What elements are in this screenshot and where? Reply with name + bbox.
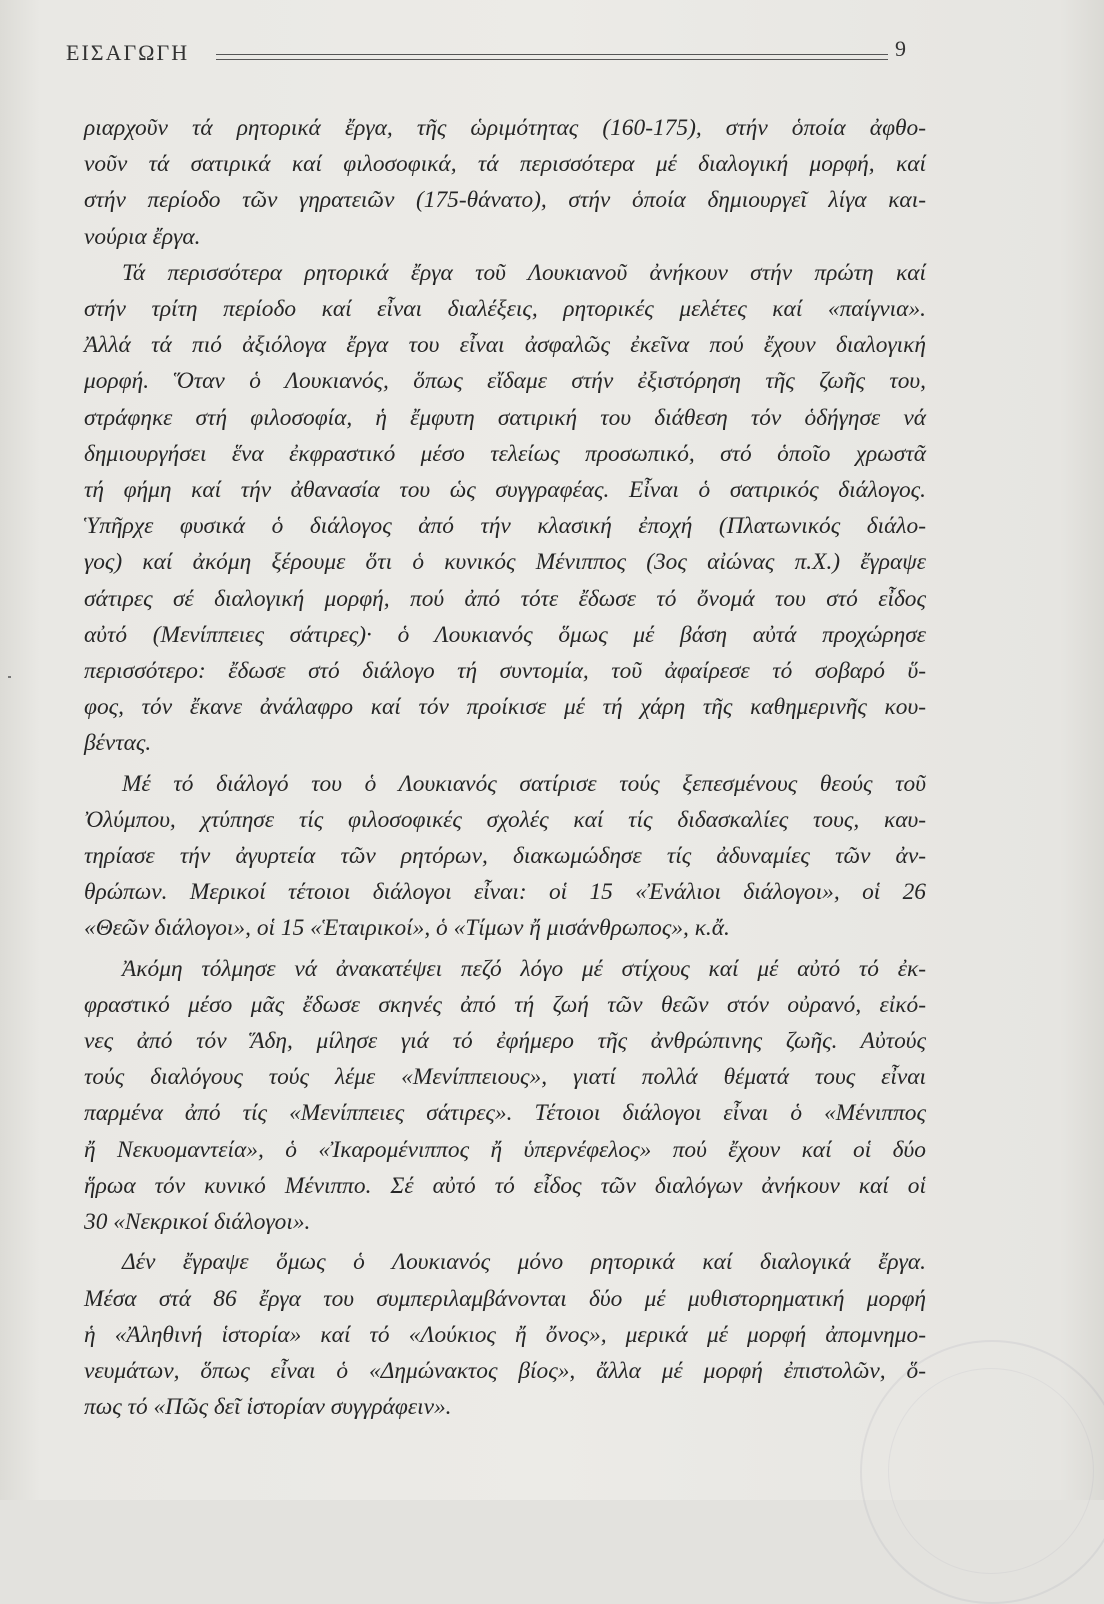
text-line: ριαρχοῦν τά ρητορικά ἔργα, τῆς ὡριμότητας (160-175), στήν ὁποία ἀφθο- xyxy=(84,115,926,141)
text-line: δημιουργήσει ἕνα ἐκφραστικό μέσο τελείως προσωπικό, στό ὁποῖο χρωστᾶ xyxy=(84,440,926,467)
text-line: βέντας. xyxy=(84,730,152,757)
text-line: στράφηκε στή φιλοσοφία, ἡ ἔμφυτη σατιρική του διάθεση τόν ὁδήγησε νά xyxy=(84,404,926,431)
text-line: σάτιρες σέ διαλογική μορφή, πού ἀπό τότε ἔδωσε τό ὄνομά του στό εἶδος xyxy=(84,585,926,612)
text-line: 30 «Νεκρικοί διάλογοι». xyxy=(84,1209,311,1236)
page-header xyxy=(66,36,916,66)
text-line: γος) καί ἀκόμη ξέρουμε ὅτι ὁ κυνικός Μένιππος (3ος αἰώνας π.Χ.) ἔγραψε xyxy=(84,549,926,576)
text-line: θρώπων. Μερικοί τέτοιοι διάλογοι εἶναι: οἱ 15 «Ἐνάλιοι διάλογοι», οἱ 26 xyxy=(84,879,926,906)
text-line: Δέν ἔγραψε ὅμως ὁ Λουκιανός μόνο ρητορικά καί διαλογικά ἔργα. xyxy=(122,1249,926,1276)
text-line: νευμάτων, ὅπως εἶναι ὁ «Δημώνακτος βίος», ἄλλα μέ μορφή ἐπιστολῶν, ὅ- xyxy=(84,1357,926,1384)
text-line: νούρια ἔργα. xyxy=(84,223,201,250)
text-line: μορφή. Ὅταν ὁ Λουκιανός, ὅπως εἴδαμε στήν ἐξιστόρηση τῆς ζωῆς του, xyxy=(84,368,926,395)
text-line: στήν περίοδο τῶν γηρατειῶν (175-θάνατο), στήν ὁποία δημιουργεῖ λίγα και- xyxy=(84,187,926,214)
text-line: αὐτό (Μενίππειες σάτιρες)· ὁ Λουκιανός ὅμως μέ βάση αὐτά προχώρησε xyxy=(84,621,926,648)
text-line: τηρίασε τήν ἀγυρτεία τῶν ρητόρων, διακωμώδησε τίς ἀδυναμίες τῶν ἀν- xyxy=(84,843,926,870)
header-rule xyxy=(216,54,888,60)
text-line: Ἀκόμη τόλμησε νά ἀνακατέψει πεζό λόγο μέ στίχους καί μέ αὐτό τό ἐκ- xyxy=(122,955,926,982)
text-line: ἡ «Ἀληθινή ἱστορία» καί τό «Λούκιος ἤ ὄνος», μερικά μέ μορφή ἀπομνημο- xyxy=(84,1321,926,1348)
text-line: «Θεῶν διάλογοι», οἱ 15 «Ἑταιρικοί», ὁ «Τίμων ἤ μισάνθρωπος», κ.ἄ. xyxy=(84,915,730,942)
text-line: τούς διαλόγους τούς λέμε «Μενίππειους», γιατί πολλά θέματά τους εἶναι xyxy=(84,1064,926,1091)
text-line: Τά περισσότερα ρητορικά ἔργα τοῦ Λουκιανοῦ ἀνήκουν στήν πρώτη καί xyxy=(122,259,926,286)
running-title: ΕΙΣΑΓΩΓΗ xyxy=(66,40,190,65)
text-line: παρμένα ἀπό τίς «Μενίππειες σάτιρες». Τέτοιοι διάλογοι εἶναι ὁ «Μένιππος xyxy=(84,1100,926,1127)
text-line: στήν τρίτη περίοδο καί εἶναι διαλέξεις, ρητορικές μελέτες καί «παίγνια». xyxy=(84,296,926,323)
body-text xyxy=(84,110,926,1425)
text-line: φος, τόν ἔκανε ἀνάλαφρο καί τόν προίκισε μέ τή χάρη τῆς καθημερινῆς κου- xyxy=(84,694,926,721)
text-line: ἤ Νεκυομαντεία», ὁ «Ἰκαρομένιππος ἤ ὑπερνέφελος» πού ἔχουν καί οἱ δύο xyxy=(84,1136,926,1163)
margin-mark xyxy=(8,676,11,678)
text-line: Μέσα στά 86 ἔργα του συμπεριλαμβάνονται δύο μέ μυθιστορηματική μορφή xyxy=(84,1285,926,1312)
text-line: Ὀλύμπου, χτύπησε τίς φιλοσοφικές σχολές καί τίς διδασκαλίες τους, καυ- xyxy=(84,806,926,833)
text-line: Ἀλλά τά πιό ἀξιόλογα ἔργα του εἶναι ἀσφαλῶς ἐκεῖνα πού ἔχουν διαλογική xyxy=(84,332,926,359)
text-line: ἥρωα τόν κυνικό Μένιππο. Σέ αὐτό τό εἶδος τῶν διαλόγων ἀνήκουν καί οἱ xyxy=(84,1172,926,1199)
text-line: φραστικό μέσο μᾶς ἔδωσε σκηνές ἀπό τή ζωή τῶν θεῶν στόν οὐρανό, εἰκό- xyxy=(84,991,926,1018)
text-line: Μέ τό διάλογό του ὁ Λουκιανός σατίρισε τούς ξεπεσμένους θεούς τοῦ xyxy=(122,770,926,797)
page-number: 9 xyxy=(895,36,906,61)
text-line: περισσότερο: ἔδωσε στό διάλογο τή συντομία, τοῦ ἀφαίρεσε τό σοβαρό ὕ- xyxy=(84,658,926,685)
text-line: πως τό «Πῶς δεῖ ἱστορίαν συγγράφειν». xyxy=(84,1394,452,1421)
text-line: νοῦν τά σατιρικά καί φιλοσοφικά, τά περισσότερα μέ διαλογική μορφή, καί xyxy=(84,151,926,178)
text-line: τή φήμη καί τήν ἀθανασία του ὡς συγγραφέας. Εἶναι ὁ σατιρικός διάλογος. xyxy=(84,477,926,504)
text-line: Ὑπῆρχε φυσικά ὁ διάλογος ἀπό τήν κλασική ἐποχή (Πλατωνικός διάλο- xyxy=(84,513,926,540)
text-line: νες ἀπό τόν Ἅδη, μίλησε γιά τό ἐφήμερο τῆς ἀνθρώπινης ζωῆς. Αὐτούς xyxy=(84,1028,926,1055)
